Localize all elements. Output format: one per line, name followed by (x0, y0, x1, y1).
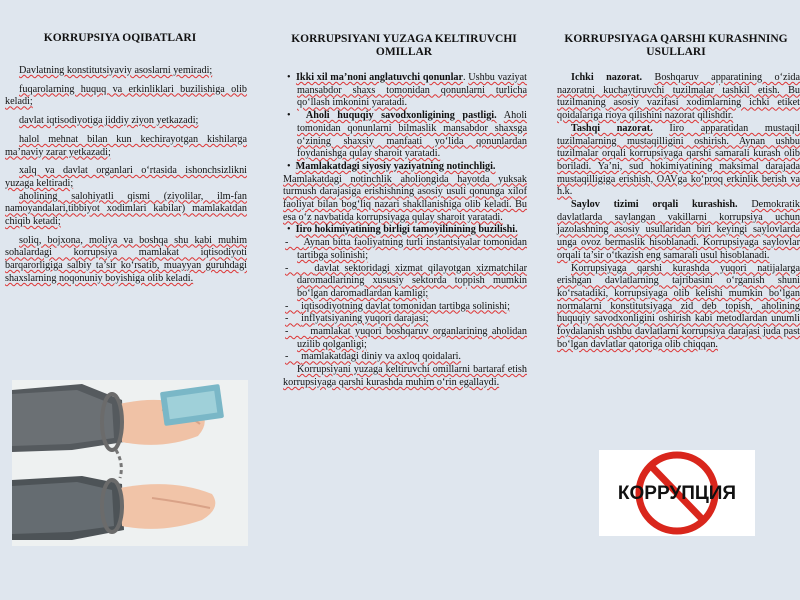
consequence-item: aholining salohiyatli qismi (ziyolilar, ilm-fan namoyandalari,tibbiyot xodimlari kabilar) mamlakatdan chiqib ketadi; (5, 190, 247, 228)
consequences-body (5, 65, 247, 286)
method-item (557, 123, 800, 199)
method-heading: Ichki nazorat. (571, 72, 643, 83)
cause-subitem: - mamlakatdagi diniy va axloq qoidalari. (285, 351, 461, 363)
cause-text: Aholi tomonidan qonunlarni bilmaslik mansabdor shaxsga o‘zining shaxsiy manfaati yo‘lida qonunlardan foydanishga qulay sharoit yaratadi. (297, 110, 527, 160)
cause-item: • Aholi huquqiy savodxonligining pastligi. Aholi tomonidan qonunlarni bilmaslik mansabdor shaxsga o‘zining shaxsiy manfaati yo‘lida qonunlardan foydanishga qulay sharoit yaratadi. (287, 110, 527, 160)
cause-subitem: - davlat sektoridagi xizmat qilayotgan xizmatchilar daromadlarining xususiy sektorda toppish mumkin bo‘lgan daromadlardan kamligi; (285, 262, 528, 299)
methods-title: KORRUPSIYAGA QARSHI KURASHNING USULLARI (564, 33, 788, 58)
method-text: Boshqaruv apparatining o‘zida nazoratni kuchaytiruvchi tuzilmalar tashkil etish. Bu tuzilmaning asosiy vazifasi xodimlarning ichki etiket qoidalariga rioya qilishini nazorat qilishdir. (557, 72, 800, 122)
cause-heading: Aholi huquqiy savodxonligining pastligi. (305, 110, 497, 122)
stop-corruption-sign (599, 450, 755, 536)
consequences-title: KORRUPSIYA OQIBATLARI (43, 32, 197, 44)
cause-item: • Mamlakatdagi siyosiy yaziyatning notinchligi. (287, 160, 496, 172)
consequence-item: Davlatning konstitutsiyaviy asoslarni yemiradi; (19, 65, 213, 76)
cause-heading: Iiro hokimiyatining birligi tamoyilinining buzilishi. (295, 224, 518, 236)
cause-subitem: - Aynan bitta faoliyatning turli instantsiyalar tomonidan tartibga solinishi; (285, 237, 527, 261)
method-text: Demokratik davlatlarda saylangan vakillarni korrupsiya uchun jazolashning asosiy usullaridan biri keyingi saylovlarda unga ovoz bermaslik hisoblanadi. Korrupsiyaga saylovlar orqali ta’sir o‘tkazish eng samarali usul hisoblanadi. (557, 199, 800, 261)
cause-subitem: - inflyatsiyaning yuqori darajasi; (285, 313, 429, 325)
methods-body (557, 72, 800, 351)
cause-item: • Iiro hokimiyatining birligi tamoyilinining buzilishi. (287, 224, 518, 236)
cause-item: • Ikki xil ma’noni anglatuvchi qonunlar. Ushbu vaziyat mansabdor shaxs tomonidan qonunlarni turlicha qo‘llash imkonini yaratadi. (287, 72, 527, 109)
cause-subitem: - mamlakat yuqori boshqaruv organlarining aholidan uzilib qolganligi; (285, 326, 527, 350)
consequence-item: halol mehnat bilan kun kechirayotgan kishilarga ma’naviy zarar yetkazadi; (5, 133, 247, 158)
cause-text: Mamlakatdagi notinchlik aholiongida hayotda yuksak turmush darajasiga erishishning asosiy usuli qonunga xilof faoliyat bilan bog‘liq nazari shakllanishiga olib keladi. Bu esa o‘z navbatida korrupsiyaga qulay sharoit yaratadi. (283, 173, 527, 223)
cause-heading: Ikki xil ma’noni anglatuvchi qonunlar (295, 72, 464, 83)
causes-closing: Korrupsiyani yuzaga keltiruvchi omillarni bartaraf etish korrupsiyaga qarshi kurashda muhim o‘rin egallaydi. (283, 364, 527, 388)
causes-title: KORRUPSIYANI YUZAGA KELTIRUVCHI OMILLAR (291, 33, 517, 58)
method-item (557, 199, 800, 263)
method-heading: Saylov tizimi orqali kurashish. (571, 199, 738, 211)
cause-subitem: - iqtisodiyotning davlat tomonidan tartibga solinishi; (285, 300, 510, 312)
method-heading: Tashqi nazorat. (571, 122, 653, 134)
cause-heading: Mamlakatdagi siyosiy yaziyatning notinchligi. (295, 160, 496, 172)
consequence-item: fuqarolarning huquq va erkinliklari buzilishiga olib keladi; (5, 83, 247, 108)
cause-text: Ushbu vaziyat mansabdor shaxs tomonidan qonunlarni turlicha qo‘llash imkonini yaratadi. (297, 72, 527, 109)
stamp-text: КОРРУПЦИЯ (617, 483, 737, 504)
handcuffs-bribe-illustration (12, 380, 248, 546)
consequence-item: davlat iqtisodiyotiga jiddiy ziyon yetkazadi; (19, 115, 199, 127)
method-text: Iiro apparatidan mustaqil tuzilmalarning mustaqilligini oshirish. Aynan ushbu tuzilmalar orqali korrupsiyaga qarshi samarali kurash olib boriladi. Ya’ni, sud hokimiyatining maksimal darajada mustaqilligiga erishish, OAVga ko‘proq erkinlik berish va h.k. (557, 122, 800, 198)
consequence-item: soliq, bojxona, moliya va boshqa shu kabi muhim sohalardagi korrupsiya mamlakat iqtisodiyoti barqarorligiga salbiy ta’sir ko‘rsatib, muayyan guruhdagi shaxslarning noqonuniy boyishiga olib keladi. (5, 234, 247, 284)
consequence-item: xalq va davlat organlari o‘rtasida ishonchsizlikni yuzaga keltiradi; (5, 165, 247, 189)
causes-body (283, 72, 527, 390)
methods-conclusion: Korrupsiyaga qarshi kurashda yuqori natijalarga erishgan davlatlarning tajribasini o‘rganish shuni ko‘rsatadiki, korrupsiyaga olib kelishi mumkin bo‘lgan normalarni konstitutsiyaga zid deb topish, aholining huquqiy savodxonligini oshirish kabi metodlardan unumli foydalanish ushbu davlatlarni korrupsiya darajasi juda past bo‘lgan davlatlar qatoriga olib chiqqan. (557, 262, 800, 350)
method-item (557, 72, 800, 123)
